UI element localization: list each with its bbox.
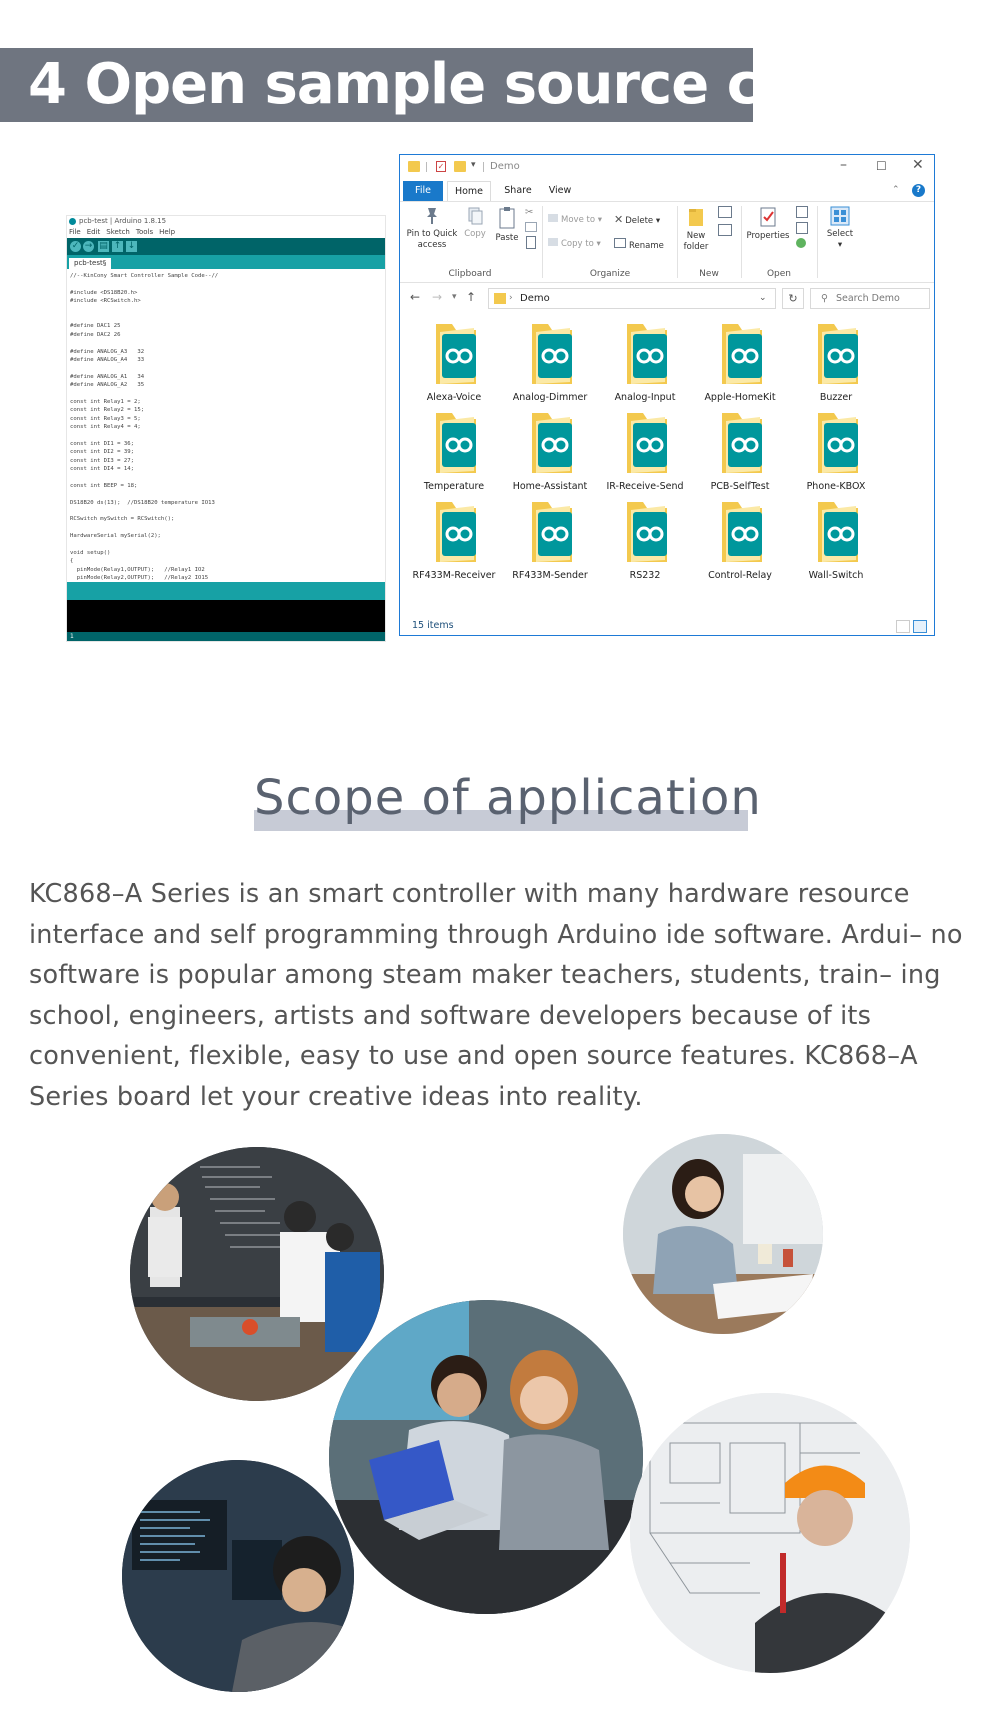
- scope-title: Scope of application: [254, 770, 762, 826]
- code-line: #include <RCSwitch.h>: [70, 298, 141, 305]
- folder-name: RF433M-Receiver: [412, 570, 496, 581]
- folder-item[interactable]: [690, 498, 790, 592]
- chevron-down-icon[interactable]: ⌄: [759, 293, 767, 303]
- file-list: [400, 320, 934, 620]
- folder-item[interactable]: [404, 498, 504, 592]
- folder-name: IR-Receive-Send: [606, 481, 684, 492]
- tab-view[interactable]: View: [548, 185, 572, 196]
- minimize-icon[interactable]: –: [840, 157, 847, 173]
- move-to-button[interactable]: Move to ▾: [548, 214, 612, 226]
- folder-name: Home-Assistant: [512, 481, 588, 492]
- arduino-folder-icon: [432, 409, 480, 477]
- delete-icon: ✕: [614, 213, 624, 226]
- copy-path-icon[interactable]: [525, 222, 537, 232]
- group-organize: Organize: [589, 269, 631, 279]
- code-line: [70, 541, 382, 549]
- folder-item[interactable]: [786, 409, 886, 503]
- group-clipboard: Clipboard: [448, 269, 492, 279]
- separator: [483, 162, 484, 172]
- pin-label: Pin to Quick access: [406, 229, 458, 250]
- code-line: const int DI1 = 36;: [70, 440, 134, 447]
- select-label: Select: [826, 229, 854, 239]
- address-path: Demo: [520, 293, 550, 304]
- code-line: //--KinCony Smart Controller Sample Code--//: [70, 273, 219, 279]
- address-bar-row: [400, 283, 934, 315]
- engineer-illustration: [630, 1393, 910, 1673]
- code-line: [70, 314, 382, 322]
- copy-label: Copy: [464, 229, 486, 239]
- back-arrow-icon[interactable]: ←: [410, 290, 421, 304]
- photo-engineer: [630, 1393, 910, 1673]
- open-icon[interactable]: [796, 206, 808, 218]
- quick-access-dropdown-icon[interactable]: ▾: [471, 160, 476, 170]
- code-line: HardwareSerial mySerial(2);: [70, 533, 161, 540]
- folder-item[interactable]: [500, 409, 600, 503]
- properties-button[interactable]: [743, 206, 793, 242]
- code-line: {: [70, 558, 74, 565]
- code-line: #include <DS18B20.h>: [70, 289, 138, 296]
- arduino-folder-icon: [718, 320, 766, 388]
- explorer-title: Demo: [490, 161, 520, 172]
- move-to-label: Move to: [561, 215, 596, 225]
- ide-menu-bar: [69, 228, 181, 236]
- photo-laptop-learning: [329, 1300, 643, 1614]
- code-line: const int Relay2 = 15;: [70, 407, 145, 414]
- close-icon[interactable]: ✕: [912, 157, 924, 173]
- separator: [542, 206, 543, 278]
- new-folder-button[interactable]: [679, 206, 713, 253]
- move-to-icon: [548, 214, 558, 222]
- rename-button[interactable]: [614, 238, 674, 252]
- folder-item[interactable]: [404, 320, 504, 414]
- code-line: pinMode(Relay2,OUTPUT); //Relay2 IO15: [70, 575, 209, 582]
- folder-item[interactable]: [690, 409, 790, 503]
- code-line: const int BEEP = 18;: [70, 482, 138, 489]
- address-bar[interactable]: [488, 288, 776, 309]
- paste-shortcut-icon[interactable]: [526, 236, 536, 249]
- ide-menu-tools[interactable]: Tools: [135, 228, 154, 236]
- section-title: 4 Open sample source code: [28, 52, 873, 117]
- arduino-folder-icon: [814, 498, 862, 566]
- arduino-folder-icon: [718, 409, 766, 477]
- ide-title: pcb-test | Arduino 1.8.15: [79, 217, 167, 225]
- code-line: [70, 364, 382, 372]
- history-icon[interactable]: [796, 238, 806, 248]
- ide-line-indicator: 1: [67, 632, 385, 641]
- up-arrow-icon[interactable]: ↑: [466, 290, 477, 304]
- folder-item[interactable]: [595, 320, 695, 414]
- arduino-folder-icon: [814, 320, 862, 388]
- edit-icon[interactable]: [796, 222, 808, 234]
- ide-code-editor[interactable]: [70, 272, 382, 582]
- cut-icon[interactable]: ✂: [525, 207, 534, 218]
- details-view-icon[interactable]: [896, 620, 910, 633]
- new-folder-quick-icon[interactable]: [454, 161, 466, 172]
- code-line: const int Relay3 = 5;: [70, 415, 141, 422]
- properties-icon: [758, 206, 778, 228]
- code-line: const int Relay1 = 2;: [70, 398, 141, 405]
- separator: [677, 206, 678, 278]
- folder-name: Apple-HomeKit: [704, 392, 776, 403]
- paste-icon: [497, 206, 517, 230]
- separator: [426, 162, 427, 172]
- photo-programmer: [122, 1460, 354, 1692]
- folder-name: RS232: [629, 570, 661, 581]
- properties-label: Properties: [746, 231, 790, 241]
- code-line: #define ANALOG_A3 32: [70, 348, 145, 355]
- search-placeholder: Search Demo: [835, 293, 900, 304]
- folder-item[interactable]: [500, 498, 600, 592]
- new-folder-label: New folder: [683, 231, 709, 252]
- copy-icon: [466, 206, 484, 226]
- new-folder-icon: [687, 206, 705, 228]
- arduino-folder-icon: [432, 320, 480, 388]
- paste-button[interactable]: [492, 206, 522, 244]
- folder-item[interactable]: [786, 498, 886, 592]
- ide-tab-sketch[interactable]: pcb-test§: [69, 258, 111, 269]
- ide-menu-file[interactable]: File: [69, 228, 81, 236]
- folder-name: Phone-KBOX: [806, 481, 866, 492]
- tab-home[interactable]: Home: [447, 181, 491, 201]
- code-line: RCSwitch mySwitch = RCSwitch();: [70, 516, 175, 523]
- copy-button[interactable]: [460, 206, 490, 240]
- code-line: [70, 280, 382, 288]
- code-line: pinMode(Relay1,OUTPUT); //Relay1 IO2: [70, 566, 205, 573]
- rename-icon: [614, 238, 626, 248]
- code-line: const int DI3 = 27;: [70, 457, 134, 464]
- open-sketch-icon[interactable]: ↑: [113, 241, 122, 251]
- code-line: #define ANALOG_A4 33: [70, 356, 145, 363]
- folder-name: RF433M-Sender: [512, 570, 588, 581]
- ide-tab-bar: [67, 255, 385, 269]
- folder-item[interactable]: [595, 498, 695, 592]
- student-illustration: [623, 1134, 823, 1334]
- code-line: [70, 339, 382, 347]
- large-icons-view-icon[interactable]: [913, 620, 927, 633]
- verify-icon[interactable]: ✓: [71, 241, 80, 251]
- ide-status-bar: [67, 582, 385, 600]
- code-line: void setup(): [70, 549, 111, 556]
- copy-to-label: Copy to: [561, 239, 594, 249]
- arduino-folder-icon: [432, 498, 480, 566]
- folder-name: Temperature: [423, 481, 485, 492]
- arduino-folder-icon: [623, 409, 671, 477]
- folder-name: Analog-Input: [614, 392, 676, 403]
- code-line: #define ANALOG_A1 34: [70, 373, 145, 380]
- code-line: [70, 306, 382, 314]
- folder-name: PCB-SelfTest: [710, 481, 770, 492]
- pin-icon: [423, 206, 441, 226]
- folder-item[interactable]: [786, 320, 886, 414]
- separator: [817, 206, 818, 278]
- code-line: [70, 490, 382, 498]
- group-open: Open: [766, 269, 792, 279]
- ide-toolbar: [67, 238, 385, 255]
- folder-name: Analog-Dimmer: [512, 392, 588, 403]
- pin-to-quick-access-button[interactable]: [406, 206, 458, 251]
- save-sketch-icon[interactable]: ↓: [127, 241, 136, 251]
- arduino-logo-icon: [69, 218, 76, 225]
- folder-name: Alexa-Voice: [426, 392, 482, 403]
- ide-menu-edit[interactable]: Edit: [86, 228, 101, 236]
- collapse-ribbon-icon[interactable]: ⌃: [892, 185, 900, 195]
- forward-arrow-icon[interactable]: →: [432, 290, 443, 304]
- code-line: #define DAC1 25: [70, 323, 121, 330]
- help-icon[interactable]: ?: [912, 184, 925, 197]
- group-new: New: [699, 269, 719, 279]
- arduino-folder-icon: [814, 409, 862, 477]
- search-input[interactable]: [810, 288, 930, 309]
- code-line: #define ANALOG_A2 35: [70, 382, 145, 389]
- photo-classroom-teacher: [130, 1147, 384, 1401]
- new-sketch-icon[interactable]: ▤: [99, 241, 108, 251]
- code-line: [70, 524, 382, 532]
- folder-item[interactable]: [500, 320, 600, 414]
- new-item-icon[interactable]: [718, 206, 732, 218]
- arduino-folder-icon: [528, 320, 576, 388]
- delete-button[interactable]: ✕ Delete ▾: [614, 213, 661, 226]
- easy-access-icon[interactable]: [718, 224, 732, 236]
- recent-locations-icon[interactable]: ▾: [452, 292, 457, 302]
- arduino-folder-icon: [623, 320, 671, 388]
- upload-icon[interactable]: →: [84, 241, 93, 251]
- folder-item[interactable]: [404, 409, 504, 503]
- code-line: [70, 431, 382, 439]
- item-count: 15 items: [412, 620, 454, 631]
- code-line: [70, 389, 382, 397]
- separator: [741, 206, 742, 278]
- search-icon: ⚲: [821, 293, 828, 304]
- properties-quick-icon[interactable]: ✓: [437, 162, 445, 171]
- arduino-folder-icon: [718, 498, 766, 566]
- folder-name: Wall-Switch: [808, 570, 864, 581]
- programmer-illustration: [122, 1460, 354, 1692]
- ide-console: [67, 600, 385, 632]
- code-line: DS18B20 ds(13); //DS18B20 temperature IO13: [70, 499, 215, 506]
- select-grid-icon: [830, 206, 850, 226]
- laptop-illustration: [329, 1300, 643, 1614]
- arduino-folder-icon: [528, 498, 576, 566]
- tab-file[interactable]: File: [403, 181, 443, 201]
- select-button[interactable]: Select ▾: [820, 206, 860, 251]
- maximize-icon[interactable]: ☐: [876, 159, 887, 173]
- explorer-status-bar: [400, 617, 934, 636]
- folder-name: Control-Relay: [708, 570, 772, 581]
- code-line: [70, 473, 382, 481]
- folder-name: Buzzer: [819, 392, 853, 403]
- ide-menu-help[interactable]: Help: [159, 228, 176, 236]
- ribbon-home: [400, 202, 934, 283]
- refresh-button[interactable]: ↻: [782, 288, 804, 309]
- tab-share[interactable]: Share: [504, 185, 532, 196]
- delete-label: Delete: [625, 216, 654, 226]
- chevron-right-icon: ›: [509, 293, 513, 303]
- folder-icon: [408, 161, 420, 172]
- arduino-ide-window: [66, 215, 386, 642]
- code-line: const int DI2 = 39;: [70, 449, 134, 456]
- copy-to-button[interactable]: Copy to ▾: [548, 238, 612, 250]
- copy-to-icon: [548, 238, 558, 246]
- code-line: [70, 507, 382, 515]
- arduino-folder-icon: [623, 498, 671, 566]
- folder-item[interactable]: [690, 320, 790, 414]
- scope-description: KC868–A Series is an smart controller with many hardware resource interface and self programming through Arduino ide software. Ardui– no software is popular among steam maker teachers, students, train– ing school, engineers, artists and software developers because of its convenient, flexible, easy to use and open source features. KC868–A Series board let your creative ideas into reality.: [29, 879, 963, 1112]
- rename-label: Rename: [629, 241, 664, 251]
- folder-item[interactable]: [595, 409, 695, 503]
- folder-icon: [494, 293, 506, 304]
- ribbon-tab-bar: [400, 181, 934, 202]
- arduino-folder-icon: [528, 409, 576, 477]
- file-explorer-window: [399, 154, 935, 636]
- paste-label: Paste: [495, 233, 519, 243]
- ide-menu-sketch[interactable]: Sketch: [106, 228, 130, 236]
- photo-student-studying: [623, 1134, 823, 1334]
- code-line: #define DAC2 26: [70, 331, 121, 338]
- code-line: const int DI4 = 14;: [70, 465, 134, 472]
- code-line: const int Relay4 = 4;: [70, 424, 141, 431]
- classroom-illustration: [130, 1147, 384, 1401]
- ide-title-bar: [69, 217, 166, 225]
- explorer-title-bar: [400, 155, 934, 181]
